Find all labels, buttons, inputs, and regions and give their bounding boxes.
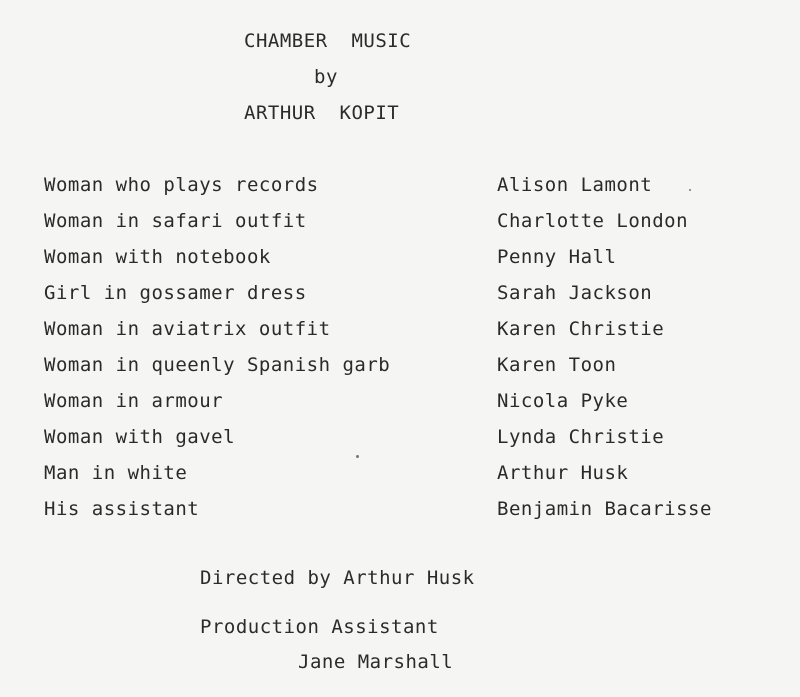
cast-row [44,462,764,498]
cast-row [44,246,764,282]
role-name: His assistant [44,498,200,520]
cast-row [44,210,764,246]
role-name: Woman with gavel [44,426,236,448]
production-assistant-label: Production Assistant [200,616,439,638]
cast-row [44,282,764,318]
actor-name: Karen Toon [497,354,617,376]
paper-speck [356,455,359,458]
play-title: CHAMBER MUSIC [244,30,412,52]
role-name: Woman in aviatrix outfit [44,318,331,340]
cast-row [44,318,764,354]
actor-name: Penny Hall [497,246,617,268]
actor-name: Lynda Christie [497,426,665,448]
cast-row [44,174,764,210]
director-credit: Directed by Arthur Husk [200,567,475,589]
role-name: Man in white [44,462,188,484]
by-line: by [314,66,338,88]
actor-name: Benjamin Bacarisse [497,498,712,520]
cast-row [44,354,764,390]
paper-speck [689,189,691,191]
production-assistant-name: Jane Marshall [298,651,454,673]
cast-row [44,426,764,462]
actor-name: Charlotte London [497,210,689,232]
role-name: Girl in gossamer dress [44,282,307,304]
role-name: Woman who plays records [44,174,319,196]
actor-name: Alison Lamont [497,174,653,196]
actor-name: Arthur Husk [497,462,629,484]
actor-name: Karen Christie [497,318,665,340]
role-name: Woman in safari outfit [44,210,307,232]
cast-row [44,390,764,426]
cast-row [44,498,764,534]
role-name: Woman in armour [44,390,224,412]
actor-name: Sarah Jackson [497,282,653,304]
actor-name: Nicola Pyke [497,390,629,412]
role-name: Woman with notebook [44,246,271,268]
author-name: ARTHUR KOPIT [244,102,400,124]
cast-list [44,174,764,534]
role-name: Woman in queenly Spanish garb [44,354,391,376]
